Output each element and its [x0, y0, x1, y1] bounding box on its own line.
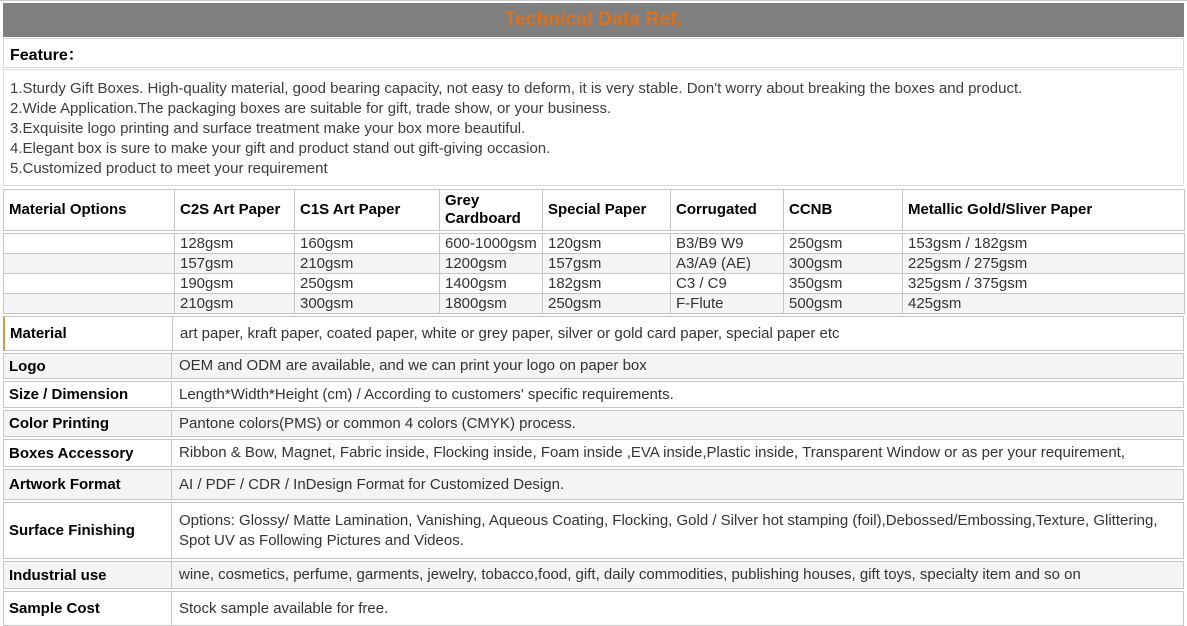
spec-cell: [4, 254, 175, 274]
spec-table-header: [3, 189, 1185, 231]
col-header-c2s-art-paper: C2S Art Paper: [175, 190, 295, 231]
feature-list: [3, 69, 1184, 186]
detail-label: Material: [5, 317, 173, 350]
detail-label: Surface Finishing: [4, 503, 172, 558]
feature-heading: Feature：: [10, 46, 84, 64]
detail-label: Sample Cost: [4, 592, 172, 625]
spec-cell: 210gsm: [295, 254, 440, 274]
detail-label: Color Printing: [4, 411, 172, 436]
spec-cell: 325gsm / 375gsm: [903, 274, 1185, 294]
detail-value: Options: Glossy/ Matte Lamination, Vanishing, Aqueous Coating, Flocking, Gold / Silver hot stamping (foil),Debossed/Embossing,Texture, Glittering, Spot UV as Following Pictures and Videos.: [179, 511, 1158, 549]
col-header-ccnb: CCNB: [784, 190, 903, 231]
detail-value: Length*Width*Height (cm) / According to customers' specific requirements.: [179, 385, 674, 403]
title-bar: [3, 3, 1184, 37]
technical-data-page: [0, 3, 1187, 626]
spec-cell: 250gsm: [295, 274, 440, 294]
detail-label: Artwork Format: [4, 470, 172, 499]
detail-label: Industrial use: [4, 562, 172, 588]
col-header-grey-cardboard: Grey Cardboard: [440, 190, 543, 231]
detail-row-boxes-accessory: [3, 439, 1184, 467]
spec-cell: 120gsm: [543, 234, 671, 254]
detail-row-surface-finishing: [3, 502, 1184, 559]
spec-cell: 500gsm: [784, 294, 903, 314]
spec-cell: 425gsm: [903, 294, 1185, 314]
feature-item-4: 4.Elegant box is sure to make your gift and product stand out gift-giving occasion.: [10, 140, 551, 157]
spec-row-2: [4, 254, 1185, 274]
detail-value: Ribbon & Bow, Magnet, Fabric inside, Flocking inside, Foam inside ,EVA inside,Plastic inside, Transparent Window or as per your requirement,: [179, 444, 1126, 461]
detail-row-size-dimension: [3, 381, 1184, 408]
spec-cell: 300gsm: [784, 254, 903, 274]
detail-value: AI / PDF / CDR / InDesign Format for Customized Design.: [179, 475, 565, 493]
spec-cell: 190gsm: [175, 274, 295, 294]
col-header-material-options: Material Options: [4, 190, 175, 231]
spec-row-4: [4, 294, 1185, 314]
detail-label: Logo: [4, 354, 172, 378]
spec-cell: C3 / C9: [671, 274, 784, 294]
detail-value: Stock sample available for free.: [179, 599, 389, 617]
feature-item-2: 2.Wide Application.The packaging boxes are suitable for gift, trade show, or your business.: [10, 100, 612, 117]
spec-cell: 157gsm: [175, 254, 295, 274]
detail-row-industrial-use: [3, 561, 1184, 589]
spec-cell: 1800gsm: [440, 294, 543, 314]
spec-table-body: [3, 233, 1185, 314]
spec-cell: B3/B9 W9: [671, 234, 784, 254]
col-header-metallic-paper: Metallic Gold/Sliver Paper: [903, 190, 1185, 231]
detail-row-sample-cost: [3, 591, 1184, 626]
col-header-c1s-art-paper: C1S Art Paper: [295, 190, 440, 231]
spec-cell: 250gsm: [543, 294, 671, 314]
spec-cell: 250gsm: [784, 234, 903, 254]
spec-cell: [4, 294, 175, 314]
spec-row-3: [4, 274, 1185, 294]
detail-label: Boxes Accessory: [4, 440, 172, 466]
spec-cell: 300gsm: [295, 294, 440, 314]
detail-label: Size / Dimension: [4, 382, 172, 407]
feature-item-5: 5.Customized product to meet your requirement: [10, 160, 328, 177]
spec-cell: 225gsm / 275gsm: [903, 254, 1185, 274]
spec-cell: 153gsm / 182gsm: [903, 234, 1185, 254]
detail-row-color-printing: [3, 410, 1184, 437]
spec-cell: [4, 234, 175, 254]
spec-cell: F-Flute: [671, 294, 784, 314]
page-title: Technical Data Ref.: [504, 9, 683, 30]
spec-header-row: [4, 190, 1185, 231]
spec-cell: 182gsm: [543, 274, 671, 294]
spec-cell: 157gsm: [543, 254, 671, 274]
col-header-special-paper: Special Paper: [543, 190, 671, 231]
detail-row-material: [3, 316, 1184, 351]
spec-cell: [4, 274, 175, 294]
spec-cell: A3/A9 (AE): [671, 254, 784, 274]
col-header-corrugated: Corrugated: [671, 190, 784, 231]
detail-value: wine, cosmetics, perfume, garments, jewelry, tobacco,food, gift, daily commodities, publishing houses, gift toys, specialty item and so on: [179, 566, 1081, 583]
spec-cell: 1400gsm: [440, 274, 543, 294]
spec-row-1: [4, 234, 1185, 254]
detail-value: art paper, kraft paper, coated paper, white or grey paper, silver or gold card paper, special paper etc: [180, 324, 840, 342]
spec-cell: 210gsm: [175, 294, 295, 314]
detail-row-logo: [3, 353, 1184, 379]
spec-cell: 160gsm: [295, 234, 440, 254]
spec-cell: 600-1000gsm: [440, 234, 543, 254]
feature-heading-box: [3, 38, 1184, 68]
detail-value: Pantone colors(PMS) or common 4 colors (CMYK) process.: [179, 414, 576, 432]
spec-cell: 128gsm: [175, 234, 295, 254]
detail-row-artwork-format: [3, 469, 1184, 500]
feature-item-1: 1.Sturdy Gift Boxes. High-quality material, good bearing capacity, not easy to deform, it is very stable. Don't worry about breaking the boxes and product.: [10, 80, 1023, 97]
feature-item-3: 3.Exquisite logo printing and surface treatment make your box more beautiful.: [10, 120, 526, 137]
detail-value: OEM and ODM are available, and we can print your logo on paper box: [179, 357, 647, 374]
spec-cell: 350gsm: [784, 274, 903, 294]
spec-cell: 1200gsm: [440, 254, 543, 274]
